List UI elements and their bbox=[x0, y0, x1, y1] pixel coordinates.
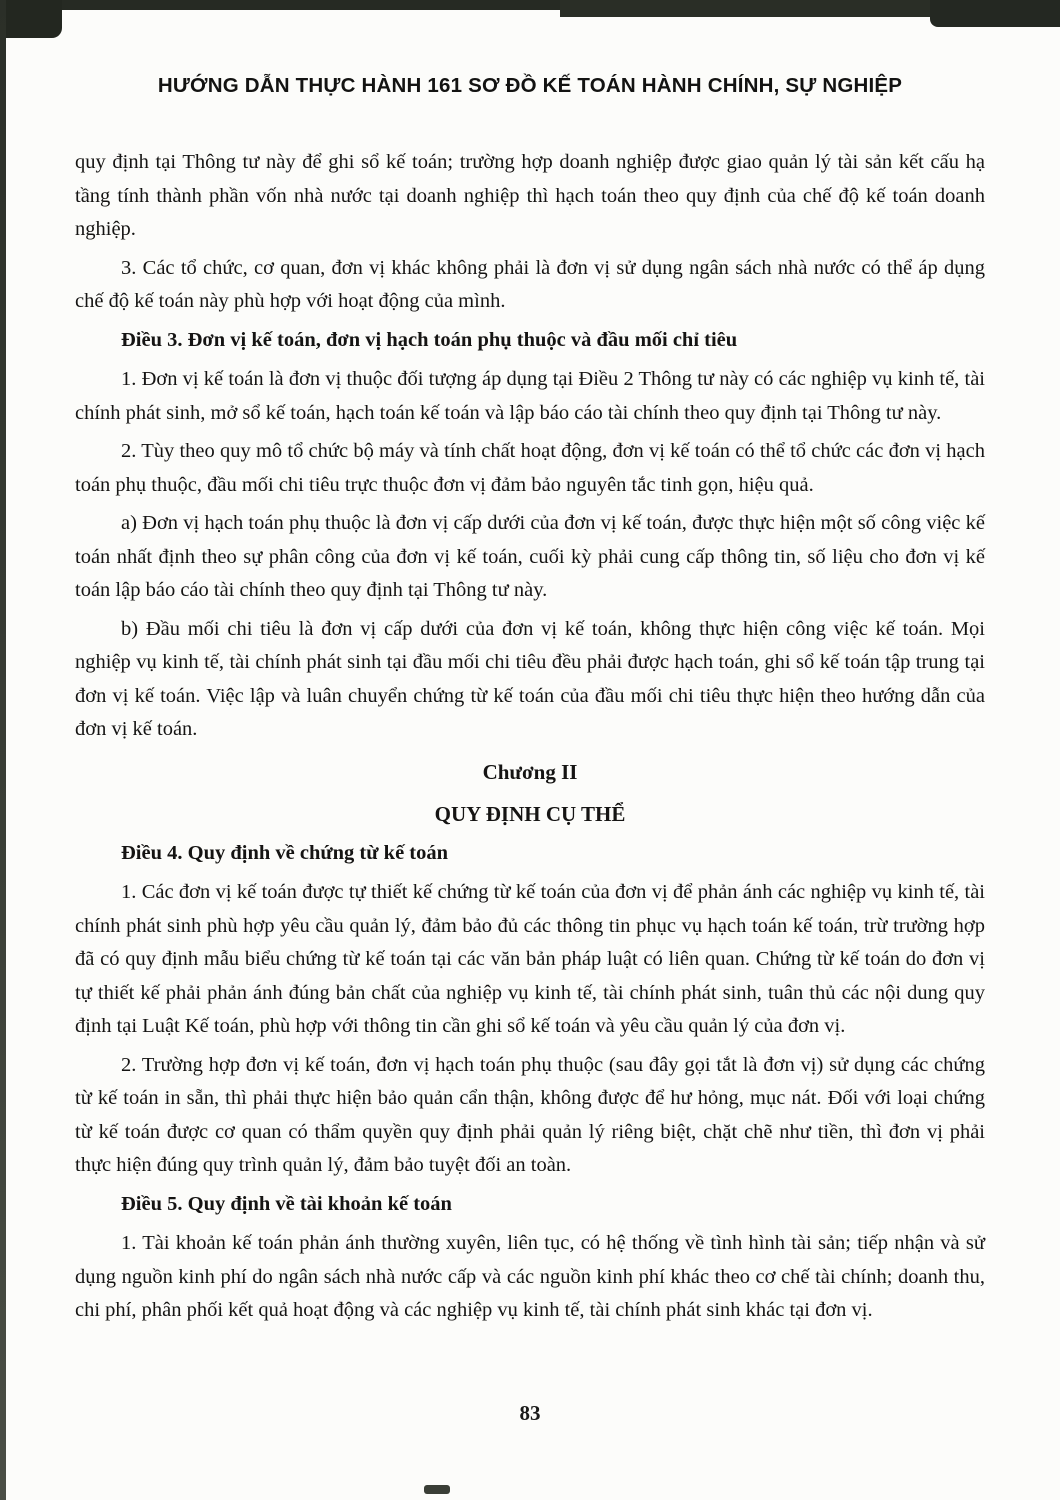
scan-edge-left bbox=[0, 0, 6, 1500]
chapter-heading: QUY ĐỊNH CỤ THỂ bbox=[434, 802, 626, 826]
section-heading: Điều 5. Quy định về tài khoản kế toán bbox=[121, 1192, 452, 1215]
paragraph: 2. Trường hợp đơn vị kế toán, đơn vị hạch toán phụ thuộc (sau đây gọi tắt là đơn vị) sử dụng các chứng từ kế toán in sẵn, thì phải thực hiện bảo quản cẩn thận, không được để hư hỏng, mục nát. Đối với loại chứng từ kế toán được cơ quan có thẩm quyền quy định phải quản lý riêng biệt, chặt chẽ như tiền, thì đơn vị phải thực hiện đúng quy trình quản lý, đảm bảo tuyệt đối an toàn. bbox=[75, 1053, 985, 1176]
paragraph: 1. Đơn vị kế toán là đơn vị thuộc đối tượng áp dụng tại Điều 2 Thông tư này có các nghiệp vụ kinh tế, tài chính phát sinh, mở sổ kế toán, hạch toán kế toán và lập báo cáo tài chính theo quy định tại Thông tư này. bbox=[75, 368, 985, 424]
paragraph: 2. Tùy theo quy mô tổ chức bộ máy và tính chất hoạt động, đơn vị kế toán có thể tổ chức các đơn vị hạch toán phụ thuộc, đầu mối chi tiêu trực thuộc đơn vị đảm bảo nguyên tắc tinh gọn, hiệu quả. bbox=[75, 440, 985, 496]
paragraph: 3. Các tổ chức, cơ quan, đơn vị khác không phải là đơn vị sử dụng ngân sách nhà nước có thể áp dụng chế độ kế toán này phù hợp với hoạt động của mình. bbox=[75, 256, 985, 312]
scan-edge-bottom-mark bbox=[424, 1485, 450, 1494]
scan-edge-top-left bbox=[0, 0, 62, 38]
paragraph: quy định tại Thông tư này để ghi sổ kế toán; trường hợp doanh nghiệp được giao quản lý tài sản kết cấu hạ tầng tính thành phần vốn nhà nước tại doanh nghiệp thì hạch toán theo quy định của chế độ kế toán doanh nghiệp. bbox=[75, 151, 985, 240]
document-body bbox=[75, 146, 985, 1333]
paragraph: a) Đơn vị hạch toán phụ thuộc là đơn vị cấp dưới của đơn vị kế toán, được thực hiện một số công việc kế toán nhất định theo sự phân công của đơn vị kế toán, cuối kỳ phải cung cấp thông tin, số liệu cho đơn vị kế toán lập báo cáo tài chính theo quy định tại Thông tư này. bbox=[75, 512, 985, 601]
chapter-heading: Chương II bbox=[482, 759, 578, 784]
paragraph: 1. Các đơn vị kế toán được tự thiết kế chứng từ kế toán của đơn vị để phản ánh các nghiệp vụ kinh tế, tài chính phát sinh phù hợp yêu cầu quản lý, đảm bảo đủ các thông tin phục vụ hạch toán kế toán, trừ trường hợp đã có quy định mẫu biểu chứng từ kế toán tại các văn bản pháp luật có liên quan. Chứng từ kế toán do đơn vị tự thiết kế phải phản ánh đúng bản chất của nghiệp vụ kinh tế, tài chính phát sinh, tuân thủ các nội dung quy định tại Luật Kế toán, phù hợp với thông tin cần ghi sổ kế toán và yêu cầu quản lý của đơn vị. bbox=[75, 881, 985, 1037]
page-number: 83 bbox=[519, 1401, 541, 1425]
section-heading: Điều 3. Đơn vị kế toán, đơn vị hạch toán phụ thuộc và đầu mối chỉ tiêu bbox=[121, 328, 738, 351]
section-heading: Điều 4. Quy định về chứng từ kế toán bbox=[121, 841, 449, 864]
page-header-title: HƯỚNG DẪN THỰC HÀNH 161 SƠ ĐỒ KẾ TOÁN HÀNH CHÍNH, SỰ NGHIỆP bbox=[157, 74, 903, 97]
paragraph: b) Đầu mối chi tiêu là đơn vị cấp dưới của đơn vị kế toán, không thực hiện công việc kế toán. Mọi nghiệp vụ kinh tế, tài chính phát sinh tại đầu mối chi tiêu đều phải được hạch toán, ghi sổ kế toán tập trung tại đơn vị kế toán. Việc lập và luân chuyển chứng từ kế toán của đầu mối chi tiêu thực hiện theo hướng dẫn của đơn vị kế toán. bbox=[75, 617, 985, 740]
paragraph: 1. Tài khoản kế toán phản ánh thường xuyên, liên tục, có hệ thống về tình hình tài sản; tiếp nhận và sử dụng nguồn kinh phí do ngân sách nhà nước cấp và các nguồn kinh phí khác theo cơ chế tài chính; doanh thu, chi phí, phân phối kết quả hoạt động và các nghiệp vụ kinh tế, tài chính phát sinh khác tại đơn vị. bbox=[75, 1232, 985, 1321]
scan-edge-top-right bbox=[930, 0, 1060, 27]
